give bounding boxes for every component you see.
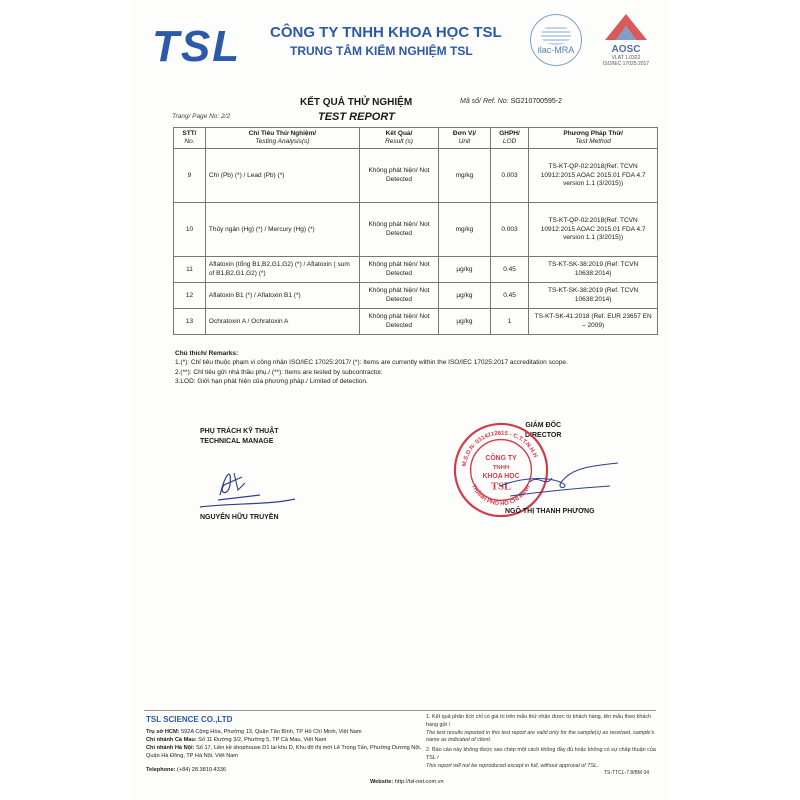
cell-no: 9 (174, 149, 206, 203)
footer-hq: Trụ sở HCM: 592A Cộng Hòa, Phường 13, Quận Tân Bình, TP Hồ Chí Minh, Việt Nam (146, 728, 362, 735)
technical-manager-name: NGUYỄN HỮU TRUYỀN (200, 514, 279, 521)
aosc-name: AOSC (611, 44, 641, 55)
aosc-iso: ISO/IEC 17025:2017 (602, 61, 650, 67)
center-name: TRUNG TÂM KIỂM NGHIỆM TSL (290, 44, 473, 58)
remark-item: 1.(*): Chỉ tiêu thuộc phạm vi công nhận ISO/IEC 17025:2017/ (*): Items are currently within the ISO/IEC 17025:2017 accreditation scope. (175, 359, 568, 367)
stamp-line: CÔNG TY (485, 455, 517, 463)
cell-lod: 0.45 (490, 257, 529, 283)
cell-result: Không phát hiện/ Not Detected (359, 257, 438, 283)
cell-no: 13 (174, 309, 206, 335)
aosc-code: VLAT 1.0322 (611, 55, 641, 61)
technical-manager-title: PHỤ TRÁCH KỸ THUẬT TECHNICAL MANAGE (200, 428, 279, 445)
table-row (174, 203, 658, 257)
cell-no: 11 (174, 257, 206, 283)
cell-unit: µg/kg (439, 309, 491, 335)
footer-addresses (146, 714, 436, 774)
cell-lod: 0.003 (490, 149, 529, 203)
technical-manager-signature (190, 455, 300, 515)
header-analysis: Chỉ Tiêu Thử Nghiệm/ Testing Analysis(s) (205, 128, 359, 149)
footer-note: 2. Báo cáo này không được sao chép một cách không đầy đủ hoặc không có sự chấp thuận của TSL / This report will not be reproduced except in full, without approval of TSL. (426, 747, 656, 769)
footer-note: 1. Kết quả phân tích chỉ có giá trị trên mẫu thử nhận được từ khách hàng, tên mẫu theo khách hàng gửi / The test results reported in this test report are valid only for the sample(s) as received, sample's name as indicated of client. (426, 714, 655, 744)
stamp-ring-bottom: THÀNH PHỐ HỒ CHÍ MINH (469, 483, 532, 508)
header-lod: GHPH/ LOD (490, 128, 529, 149)
report-title-vn: KẾT QUẢ THỬ NGHIỆM (300, 97, 413, 108)
globe-icon (541, 25, 571, 45)
footer-notes (426, 714, 658, 773)
tsl-logo: TSL (152, 22, 242, 71)
ref-label: Mã số/ Ref. No: (460, 98, 509, 105)
table-row (174, 283, 658, 309)
cell-analysis: Aflatoxin (tổng B1,B2,G1,G2) (*) / Aflatoxin ( sum of B1,B2,G1,G2) (*) (205, 257, 359, 283)
header-result: Kết Quả/ Result (s) (359, 128, 438, 149)
report-ref (460, 98, 562, 105)
footer-divider (144, 710, 656, 711)
cell-method: TS-KT-QP-02:2018(Ref. TCVN 10912:2015 AOAC 2015.01 FDA 4.7 version 1.1 (3/2015)) (529, 149, 658, 203)
cell-analysis: Chì (Pb) (*) / Lead (Pb) (*) (205, 149, 359, 203)
cell-unit: mg/kg (439, 149, 491, 203)
cell-method: TS-KT-SK-38:2019 (Ref. TCVN 10638:2014) (529, 257, 658, 283)
cell-no: 12 (174, 283, 206, 309)
cell-unit: µg/kg (439, 257, 491, 283)
table-row (174, 149, 658, 203)
table-header-row (174, 128, 658, 149)
footer-camau: Chi nhánh Cà Mau: Số 11 Đường 3/2, Phường 5, TP Cà Mau, Việt Nam (146, 736, 327, 743)
header-unit: Đơn Vị/ Unit (439, 128, 491, 149)
remarks-title: Chú thích/ Remarks: (175, 350, 239, 357)
cell-analysis: Aflatoxin B1 (*) / Aflatoxin B1 (*) (205, 283, 359, 309)
header-method: Phương Pháp Thử/ Test Method (529, 128, 658, 149)
cell-analysis: Thủy ngân (Hg) (*) / Mercury (Hg) (*) (205, 203, 359, 257)
cell-lod: 1 (490, 309, 529, 335)
cell-lod: 0.003 (490, 203, 529, 257)
director-title: GIÁM ĐỐC DIRECTOR (525, 422, 562, 439)
cell-result: Không phát hiện/ Not Detected (359, 283, 438, 309)
ilac-label: ilac-MRA (537, 45, 575, 55)
stamp-line: KHOA HỌC (482, 472, 520, 480)
cell-unit: mg/kg (439, 203, 491, 257)
footer-hanoi: Chi nhánh Hà Nội: Số 17, Liền kề shophouse D1 lại khu D, Khu đô thị mới Lê Trọng Tấn, Phường Dương Nội, Quận Hà Đông, TP Hà Nội, Việt Nam (146, 744, 422, 759)
cell-method: TS-KT-SK-38:2019 (Ref. TCVN 10638:2014) (529, 283, 658, 309)
website-link[interactable]: http://tsl-net.com.vn (394, 779, 444, 785)
table-row (174, 257, 658, 283)
cell-analysis: Ochratoxin A / Ochratoxin A (205, 309, 359, 335)
aosc-logo (590, 12, 662, 67)
aosc-triangle-icon (603, 12, 649, 42)
table-row (174, 309, 658, 335)
report-title-en: TEST REPORT (318, 111, 395, 123)
cell-no: 10 (174, 203, 206, 257)
remark-item: 3.LOD: Giới hạn phát hiện của phương pháp./ Limited of detection. (175, 378, 368, 386)
cell-result: Không phát hiện/ Not Detected (359, 309, 438, 335)
results-table (173, 127, 658, 335)
footer-website: Website: http://tsl-net.com.vn (370, 779, 444, 785)
test-report-page (130, 0, 670, 800)
cell-method: TS-KT-QP-02:2018(Ref. TCVN 10912:2015 AOAC 2015.01 FDA 4.7 version 1.1 (3/2015)) (529, 203, 658, 257)
cell-result: Không phát hiện/ Not Detected (359, 203, 438, 257)
director-signature (490, 448, 620, 508)
form-code: TS-TTCL-7.8/BM 04 (604, 770, 650, 776)
header-no: STT/ No. (174, 128, 206, 149)
cell-result: Không phát hiện/ Not Detected (359, 149, 438, 203)
ilac-mra-logo (530, 14, 582, 66)
page-number: Trang/ Page No: 2/2 (172, 113, 231, 120)
footer-company: TSL SCIENCE CO.,LTD (146, 715, 233, 724)
cell-unit: µg/kg (439, 283, 491, 309)
remark-item: 2.(**): Chỉ tiêu gửi nhà thầu phụ./ (**): Items are tested by subcontractor. (175, 368, 383, 376)
director-name: NGÔ THỊ THANH PHƯƠNG (505, 508, 595, 515)
company-name: CÔNG TY TNHH KHOA HỌC TSL (270, 24, 502, 41)
stamp-line: TSL (490, 480, 512, 493)
remarks-section (175, 349, 655, 387)
stamp-line: TNHH (492, 465, 510, 472)
stamp-ring-top: M.S.D.N: 0314212615 - C.T.T.N.H.H (461, 430, 538, 468)
footer-phone: Telephone: (+84) 28.3810.4336 (146, 767, 226, 774)
cell-lod: 0.45 (490, 283, 529, 309)
ref-number: SG210700595-2 (510, 98, 562, 105)
cell-method: TS-KT-SK-41:2018 (Ref. EUR 23657 EN – 2009) (529, 309, 658, 335)
